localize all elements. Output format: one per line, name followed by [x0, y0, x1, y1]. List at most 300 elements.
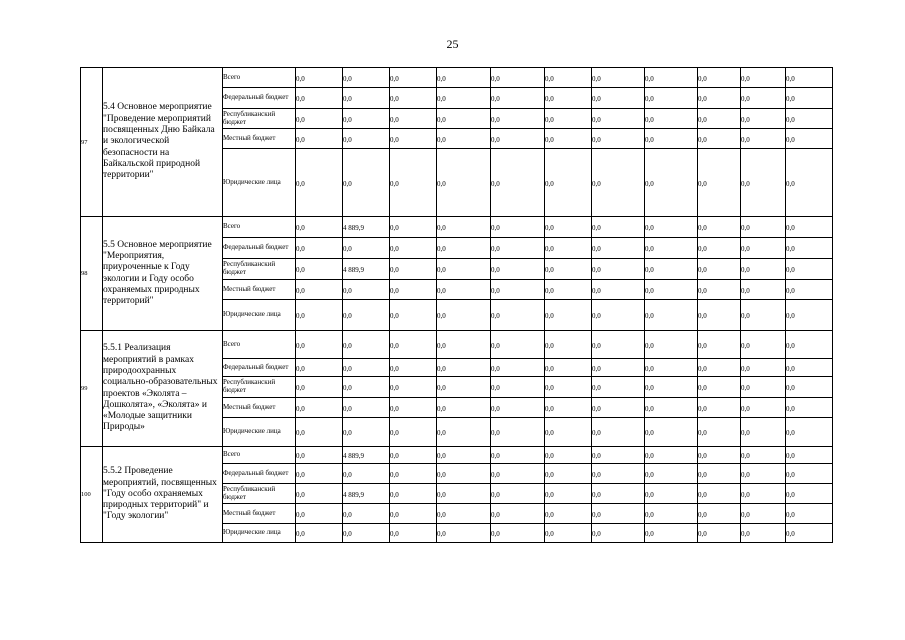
- value-text: 0,0: [390, 490, 399, 499]
- funding-source: Федеральный бюджет: [223, 464, 296, 484]
- value-text: 0,0: [786, 312, 795, 320]
- value-cell: [645, 524, 698, 543]
- value-text: 0,0: [698, 115, 707, 124]
- funding-source: Федеральный бюджет: [223, 88, 296, 109]
- value-text: 0,0: [491, 429, 500, 437]
- value-text: 0,0: [545, 115, 554, 124]
- value-text: 0,0: [698, 384, 707, 392]
- value-cell: [437, 280, 491, 300]
- value-cell: [296, 238, 343, 259]
- value-cell: [786, 217, 833, 238]
- value-text: 0,0: [437, 384, 446, 392]
- value-text: 0,0: [592, 224, 601, 232]
- value-text: 0,0: [741, 510, 750, 519]
- value-cell: [592, 109, 645, 129]
- value-cell: [741, 418, 786, 447]
- value-cell: [592, 398, 645, 418]
- table-row: [81, 331, 833, 359]
- value-cell: [741, 88, 786, 109]
- value-cell: [343, 217, 390, 238]
- value-text: 0,0: [786, 224, 795, 232]
- value-cell: [390, 359, 437, 377]
- value-cell: [592, 300, 645, 331]
- value-cell: [645, 504, 698, 524]
- value-cell: [390, 88, 437, 109]
- value-text: 0,0: [645, 341, 654, 350]
- value-text: 0,0: [343, 429, 352, 437]
- value-cell: [343, 464, 390, 484]
- value-text: 0,0: [741, 429, 750, 437]
- value-cell: [390, 129, 437, 149]
- value-cell: [343, 238, 390, 259]
- value-text: 0,0: [296, 510, 305, 519]
- value-text: 0,0: [437, 404, 446, 413]
- activity-title: 5.5.1 Реализация мероприятий в рамках природоохранных социально-образовательных проектов «Эколята – Дошколята», «Эколята» и «Молодые защитники Природы»: [103, 331, 223, 447]
- value-cell: [390, 504, 437, 524]
- value-text: 0,0: [592, 245, 601, 253]
- value-cell: [592, 447, 645, 464]
- value-text: 0,0: [343, 470, 352, 479]
- value-cell: [390, 524, 437, 543]
- value-cell: [390, 238, 437, 259]
- value-text: 0,0: [296, 179, 305, 188]
- value-cell: [645, 359, 698, 377]
- value-cell: [545, 359, 592, 377]
- value-text: 0,0: [545, 341, 554, 350]
- value-cell: [545, 524, 592, 543]
- value-cell: [437, 217, 491, 238]
- value-cell: [592, 88, 645, 109]
- value-text: 0,0: [741, 452, 750, 460]
- value-text: 0,0: [698, 490, 707, 499]
- value-text: 0,0: [741, 404, 750, 413]
- value-cell: [343, 300, 390, 331]
- value-text: 0,0: [741, 224, 750, 232]
- value-cell: [296, 129, 343, 149]
- value-cell: [592, 504, 645, 524]
- value-cell: [786, 280, 833, 300]
- value-text: 0,0: [698, 312, 707, 320]
- value-cell: [390, 149, 437, 217]
- value-cell: [296, 280, 343, 300]
- funding-source: Всего: [223, 217, 296, 238]
- value-text: 0,0: [343, 384, 352, 392]
- value-cell: [491, 217, 545, 238]
- value-text: 0,0: [786, 470, 795, 479]
- value-text: 0,0: [491, 286, 500, 295]
- value-text: 0,0: [592, 95, 601, 103]
- value-cell: [786, 359, 833, 377]
- value-cell: [296, 149, 343, 217]
- row-number: 100: [81, 447, 103, 543]
- value-cell: [390, 484, 437, 504]
- value-cell: [786, 447, 833, 464]
- value-text: 0,0: [592, 429, 601, 437]
- value-text: 0,0: [491, 341, 500, 350]
- value-cell: [741, 68, 786, 88]
- value-cell: [545, 377, 592, 398]
- value-cell: [491, 129, 545, 149]
- value-cell: [491, 359, 545, 377]
- value-cell: [592, 524, 645, 543]
- value-cell: [437, 377, 491, 398]
- value-text: 0,0: [296, 341, 305, 350]
- value-text: 0,0: [698, 452, 707, 460]
- value-cell: [698, 280, 741, 300]
- value-cell: [491, 238, 545, 259]
- value-text: 4 889,9: [343, 490, 364, 499]
- value-cell: [741, 398, 786, 418]
- value-text: 0,0: [592, 74, 601, 83]
- value-cell: [390, 109, 437, 129]
- value-text: 0,0: [437, 115, 446, 124]
- value-cell: [296, 259, 343, 280]
- value-cell: [741, 238, 786, 259]
- value-text: 0,0: [491, 384, 500, 392]
- value-text: 4 889,9: [343, 266, 364, 274]
- value-cell: [343, 68, 390, 88]
- funding-source: Республиканский бюджет: [223, 259, 296, 280]
- value-text: 0,0: [390, 286, 399, 295]
- table-row: [81, 68, 833, 88]
- value-cell: [786, 129, 833, 149]
- value-cell: [645, 398, 698, 418]
- value-cell: [741, 359, 786, 377]
- value-cell: [545, 259, 592, 280]
- value-cell: [786, 149, 833, 217]
- value-cell: [786, 377, 833, 398]
- value-text: 0,0: [491, 74, 500, 83]
- value-text: 0,0: [491, 135, 500, 144]
- value-text: 0,0: [645, 452, 654, 460]
- value-cell: [491, 524, 545, 543]
- value-text: 0,0: [437, 490, 446, 499]
- value-text: 0,0: [741, 530, 750, 538]
- value-cell: [645, 259, 698, 280]
- value-cell: [645, 88, 698, 109]
- value-cell: [343, 418, 390, 447]
- value-cell: [343, 359, 390, 377]
- value-text: 0,0: [437, 470, 446, 479]
- value-text: 0,0: [343, 341, 352, 350]
- value-cell: [741, 259, 786, 280]
- value-text: 0,0: [545, 530, 554, 538]
- value-text: 0,0: [592, 452, 601, 460]
- value-text: 0,0: [343, 245, 352, 253]
- value-text: 0,0: [645, 286, 654, 295]
- value-text: 0,0: [698, 510, 707, 519]
- value-cell: [698, 359, 741, 377]
- value-text: 0,0: [296, 135, 305, 144]
- value-cell: [390, 464, 437, 484]
- value-text: 0,0: [786, 404, 795, 413]
- value-text: 0,0: [645, 312, 654, 320]
- value-text: 0,0: [645, 266, 654, 274]
- value-text: 0,0: [741, 364, 750, 373]
- value-text: 0,0: [437, 510, 446, 519]
- value-cell: [698, 300, 741, 331]
- value-cell: [786, 109, 833, 129]
- value-cell: [786, 524, 833, 543]
- funding-source: Юридические лица: [223, 418, 296, 447]
- value-text: 0,0: [390, 224, 399, 232]
- value-text: 0,0: [343, 135, 352, 144]
- value-cell: [390, 259, 437, 280]
- value-cell: [437, 259, 491, 280]
- value-cell: [698, 398, 741, 418]
- value-text: 0,0: [296, 404, 305, 413]
- value-cell: [741, 129, 786, 149]
- budget-body: [81, 68, 833, 543]
- value-text: 0,0: [786, 364, 795, 373]
- value-text: 0,0: [786, 245, 795, 253]
- value-text: 0,0: [343, 95, 352, 103]
- value-text: 0,0: [786, 341, 795, 350]
- value-cell: [645, 447, 698, 464]
- value-cell: [786, 259, 833, 280]
- value-text: 0,0: [390, 452, 399, 460]
- value-cell: [592, 68, 645, 88]
- value-text: 0,0: [343, 364, 352, 373]
- value-cell: [296, 447, 343, 464]
- value-text: 0,0: [592, 404, 601, 413]
- value-cell: [592, 238, 645, 259]
- value-cell: [343, 484, 390, 504]
- value-cell: [491, 504, 545, 524]
- value-text: 0,0: [545, 404, 554, 413]
- value-text: 0,0: [545, 286, 554, 295]
- value-cell: [437, 418, 491, 447]
- value-text: 0,0: [545, 95, 554, 103]
- value-cell: [545, 484, 592, 504]
- value-cell: [545, 504, 592, 524]
- value-cell: [437, 524, 491, 543]
- value-text: 0,0: [296, 95, 305, 103]
- value-text: 0,0: [491, 490, 500, 499]
- value-text: 0,0: [437, 286, 446, 295]
- value-text: 0,0: [390, 429, 399, 437]
- funding-source: Юридические лица: [223, 524, 296, 543]
- value-cell: [786, 88, 833, 109]
- value-cell: [491, 398, 545, 418]
- value-text: 0,0: [437, 312, 446, 320]
- value-text: 0,0: [592, 179, 601, 188]
- funding-source: Местный бюджет: [223, 129, 296, 149]
- value-cell: [645, 484, 698, 504]
- value-cell: [491, 259, 545, 280]
- value-text: 0,0: [741, 490, 750, 499]
- value-text: 0,0: [786, 286, 795, 295]
- value-cell: [343, 129, 390, 149]
- table-row: [81, 447, 833, 464]
- value-cell: [343, 504, 390, 524]
- value-cell: [343, 259, 390, 280]
- value-text: 0,0: [741, 74, 750, 83]
- value-text: 0,0: [592, 266, 601, 274]
- value-cell: [645, 464, 698, 484]
- value-text: 0,0: [491, 224, 500, 232]
- value-text: 0,0: [786, 510, 795, 519]
- value-cell: [437, 109, 491, 129]
- value-text: 0,0: [491, 510, 500, 519]
- funding-source: Местный бюджет: [223, 280, 296, 300]
- value-text: 0,0: [296, 266, 305, 274]
- value-cell: [437, 398, 491, 418]
- value-text: 0,0: [645, 74, 654, 83]
- value-cell: [698, 504, 741, 524]
- value-text: 0,0: [491, 266, 500, 274]
- value-cell: [343, 524, 390, 543]
- value-cell: [741, 504, 786, 524]
- value-text: 0,0: [491, 312, 500, 320]
- value-cell: [545, 331, 592, 359]
- value-cell: [491, 68, 545, 88]
- value-cell: [545, 88, 592, 109]
- value-cell: [592, 280, 645, 300]
- value-text: 0,0: [296, 245, 305, 253]
- value-cell: [296, 300, 343, 331]
- value-text: 0,0: [645, 95, 654, 103]
- funding-source: Республиканский бюджет: [223, 484, 296, 504]
- value-text: 0,0: [437, 341, 446, 350]
- value-cell: [437, 464, 491, 484]
- value-cell: [296, 109, 343, 129]
- value-cell: [437, 238, 491, 259]
- value-cell: [698, 88, 741, 109]
- value-text: 0,0: [437, 530, 446, 538]
- activity-title: 5.5 Основное мероприятие "Мероприятия, приуроченные к Году экологии и Году особо охраняемых природных территорий": [103, 217, 223, 331]
- value-text: 0,0: [296, 530, 305, 538]
- value-cell: [343, 109, 390, 129]
- value-text: 0,0: [390, 266, 399, 274]
- value-cell: [296, 377, 343, 398]
- value-text: 0,0: [343, 312, 352, 320]
- value-cell: [741, 300, 786, 331]
- value-cell: [698, 109, 741, 129]
- value-text: 0,0: [592, 384, 601, 392]
- value-text: 0,0: [390, 179, 399, 188]
- value-cell: [592, 149, 645, 217]
- value-text: 0,0: [592, 364, 601, 373]
- value-text: 4 889,9: [343, 452, 364, 460]
- value-text: 0,0: [645, 490, 654, 499]
- value-text: 0,0: [741, 266, 750, 274]
- value-text: 0,0: [698, 286, 707, 295]
- value-text: 0,0: [296, 286, 305, 295]
- value-text: 0,0: [545, 364, 554, 373]
- value-text: 0,0: [390, 245, 399, 253]
- value-text: 0,0: [390, 364, 399, 373]
- value-text: 0,0: [437, 135, 446, 144]
- value-text: 0,0: [491, 115, 500, 124]
- value-text: 0,0: [698, 530, 707, 538]
- value-text: 0,0: [786, 95, 795, 103]
- value-text: 0,0: [296, 384, 305, 392]
- value-cell: [437, 447, 491, 464]
- value-text: 0,0: [343, 115, 352, 124]
- value-cell: [390, 377, 437, 398]
- value-text: 0,0: [741, 179, 750, 188]
- value-cell: [698, 331, 741, 359]
- value-text: 0,0: [698, 245, 707, 253]
- value-cell: [786, 504, 833, 524]
- value-text: 0,0: [437, 224, 446, 232]
- value-text: 0,0: [786, 384, 795, 392]
- value-cell: [698, 377, 741, 398]
- value-cell: [786, 331, 833, 359]
- value-text: 0,0: [545, 245, 554, 253]
- value-text: 0,0: [645, 530, 654, 538]
- value-text: 0,0: [437, 95, 446, 103]
- value-text: 0,0: [437, 179, 446, 188]
- value-text: 0,0: [390, 384, 399, 392]
- value-text: 0,0: [698, 470, 707, 479]
- value-cell: [741, 464, 786, 484]
- value-text: 0,0: [437, 452, 446, 460]
- funding-source: Республиканский бюджет: [223, 377, 296, 398]
- value-cell: [741, 217, 786, 238]
- value-cell: [343, 377, 390, 398]
- funding-source: Всего: [223, 447, 296, 464]
- value-cell: [296, 504, 343, 524]
- value-text: 0,0: [390, 404, 399, 413]
- value-text: 0,0: [698, 179, 707, 188]
- value-cell: [491, 418, 545, 447]
- value-text: 4 889,9: [343, 224, 364, 232]
- value-text: 0,0: [390, 95, 399, 103]
- value-text: 0,0: [741, 341, 750, 350]
- value-cell: [390, 280, 437, 300]
- value-text: 0,0: [592, 312, 601, 320]
- value-text: 0,0: [698, 429, 707, 437]
- funding-source: Всего: [223, 68, 296, 88]
- value-cell: [296, 484, 343, 504]
- value-cell: [296, 418, 343, 447]
- value-cell: [437, 300, 491, 331]
- value-text: 0,0: [786, 452, 795, 460]
- value-cell: [343, 331, 390, 359]
- value-text: 0,0: [698, 224, 707, 232]
- funding-source: Республиканский бюджет: [223, 109, 296, 129]
- value-text: 0,0: [786, 135, 795, 144]
- value-cell: [645, 217, 698, 238]
- value-text: 0,0: [343, 286, 352, 295]
- value-text: 0,0: [390, 115, 399, 124]
- value-cell: [592, 484, 645, 504]
- value-cell: [545, 300, 592, 331]
- value-text: 0,0: [741, 384, 750, 392]
- value-text: 0,0: [592, 286, 601, 295]
- value-text: 0,0: [390, 74, 399, 83]
- value-cell: [698, 238, 741, 259]
- value-text: 0,0: [786, 266, 795, 274]
- value-text: 0,0: [296, 74, 305, 83]
- value-cell: [698, 418, 741, 447]
- value-text: 0,0: [786, 74, 795, 83]
- value-text: 0,0: [592, 135, 601, 144]
- value-cell: [592, 331, 645, 359]
- value-text: 0,0: [437, 364, 446, 373]
- value-cell: [698, 484, 741, 504]
- value-text: 0,0: [343, 74, 352, 83]
- value-text: 0,0: [545, 224, 554, 232]
- value-cell: [741, 331, 786, 359]
- value-cell: [592, 359, 645, 377]
- value-text: 0,0: [491, 404, 500, 413]
- value-cell: [343, 88, 390, 109]
- value-text: 0,0: [343, 510, 352, 519]
- value-text: 0,0: [698, 266, 707, 274]
